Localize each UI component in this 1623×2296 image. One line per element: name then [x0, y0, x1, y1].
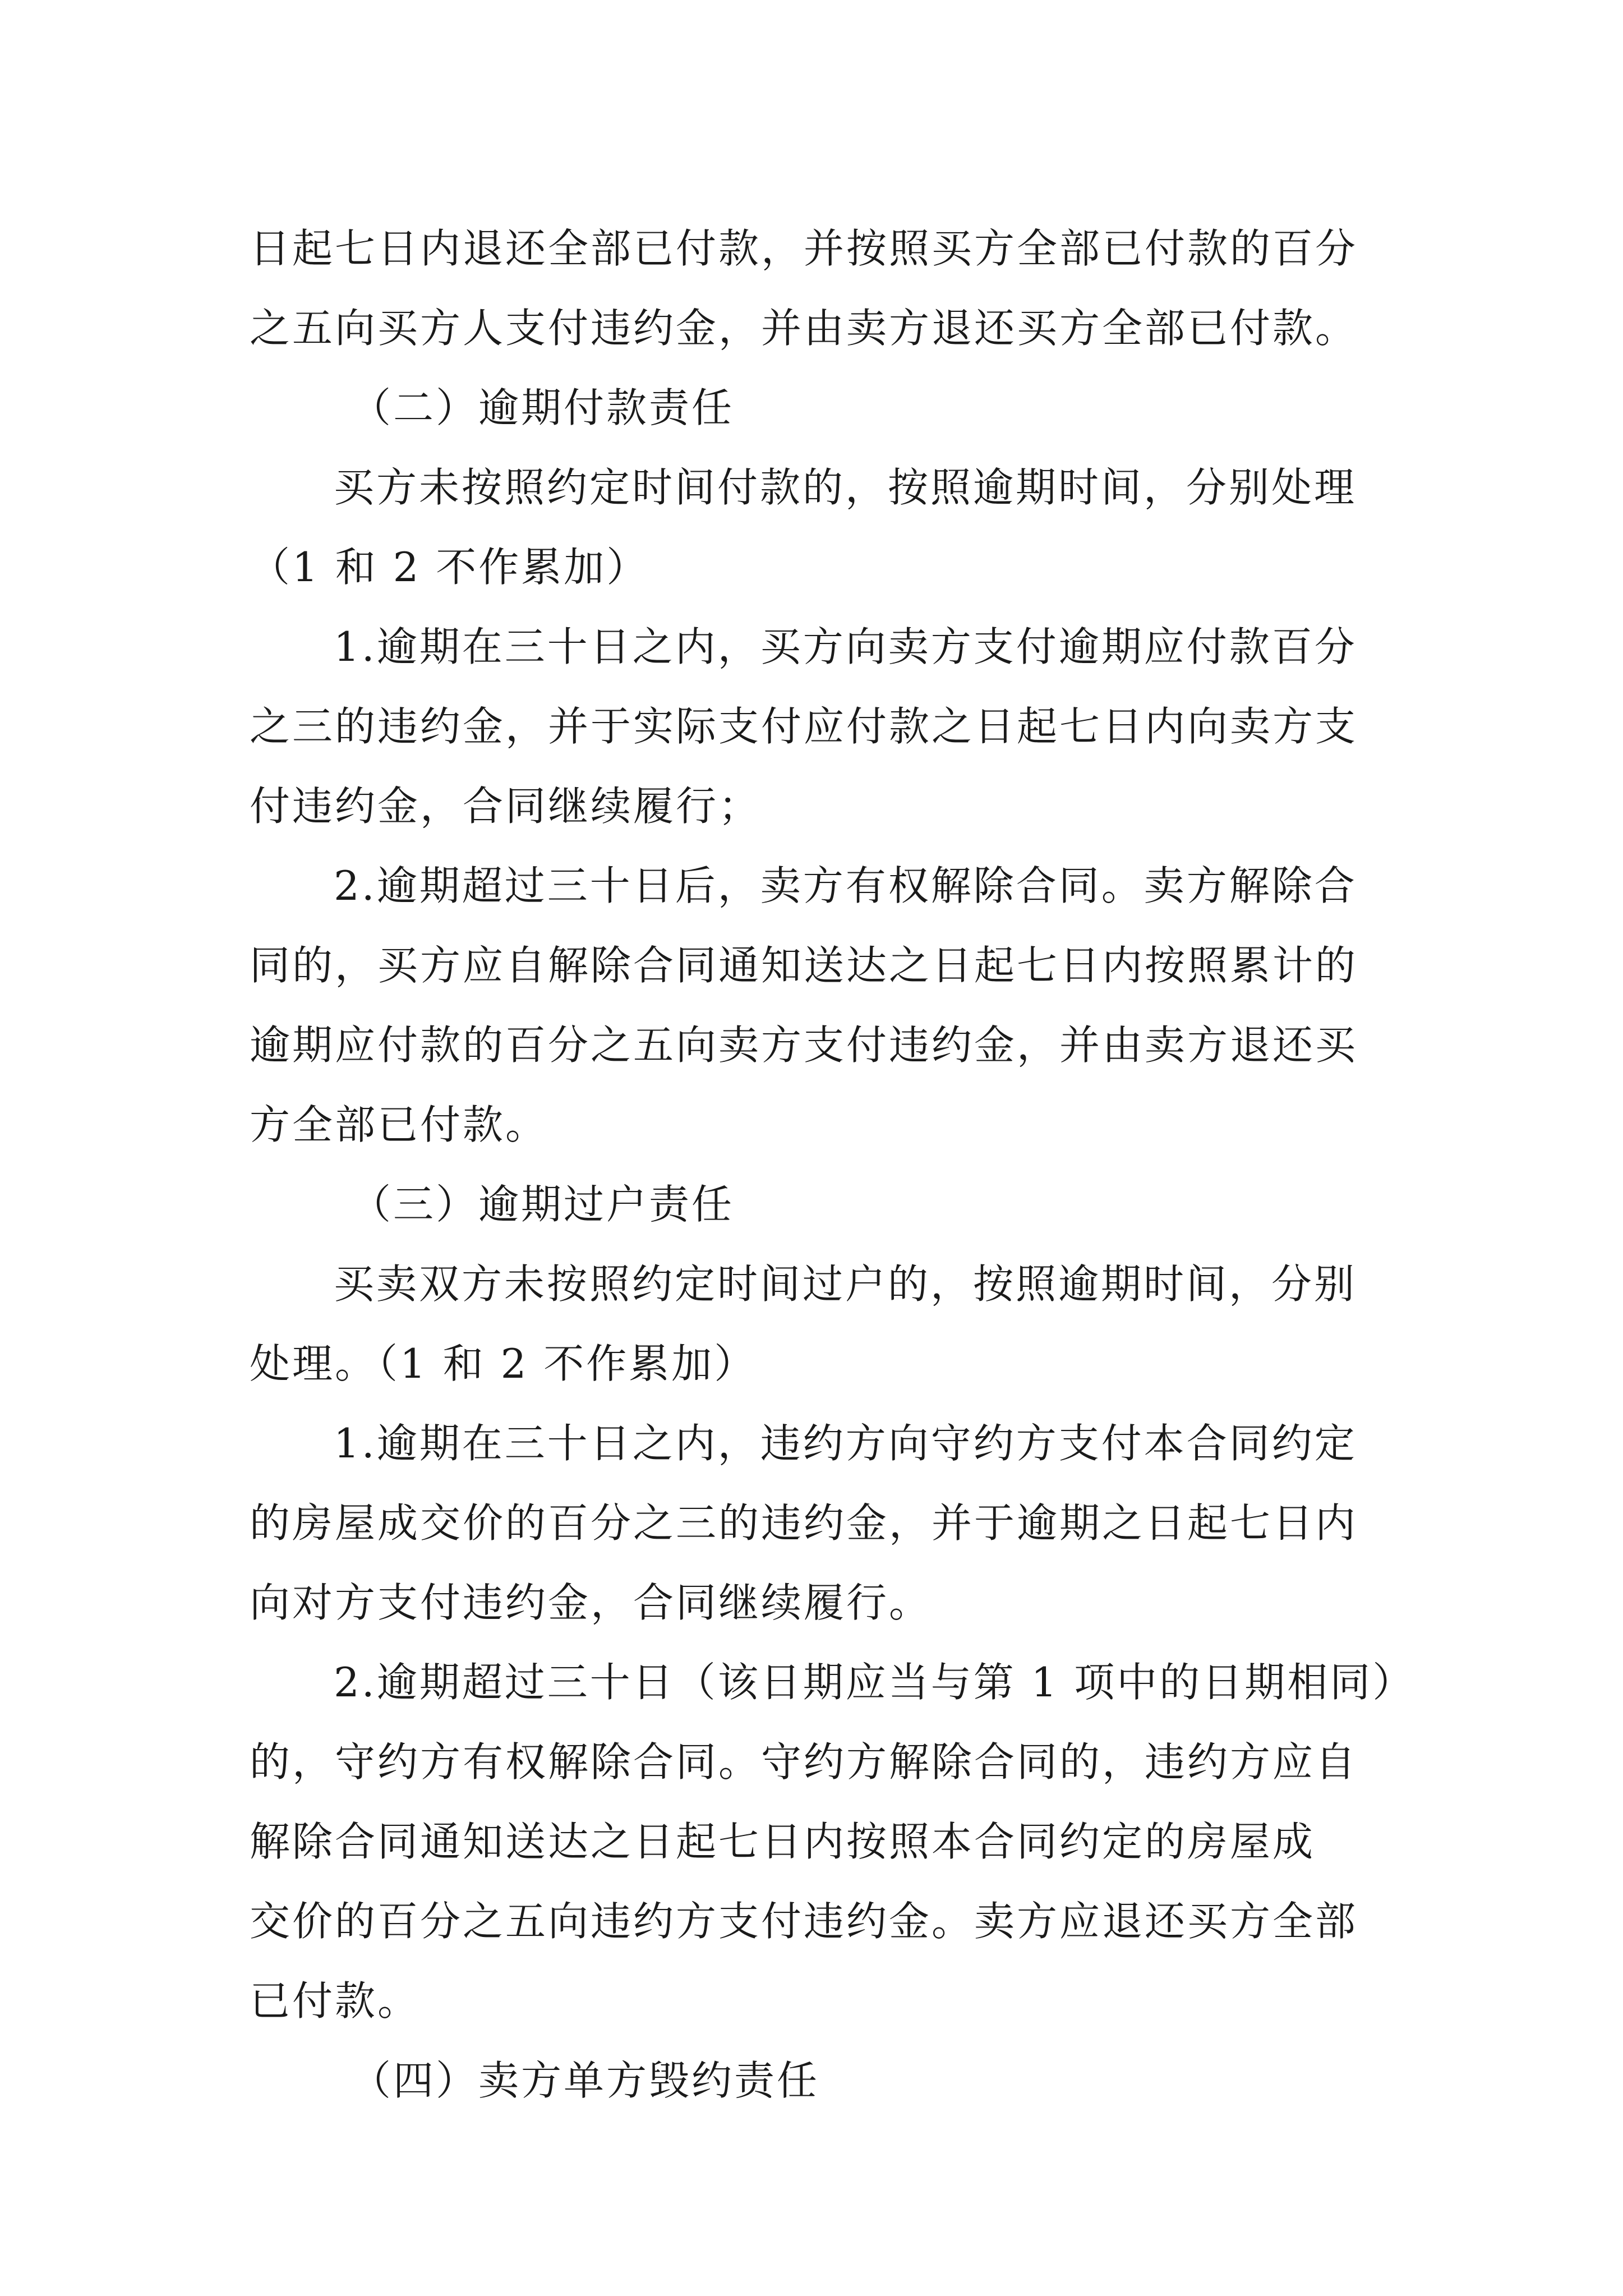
text-line: 之三的违约金，并于实际支付应付款之日起七日内向卖方支	[250, 703, 1358, 750]
text-line: 解除合同通知送达之日起七日内按照本合同约定的房屋成	[250, 1818, 1316, 1865]
text-line: 买卖双方未按照约定时间过户的，按照逾期时间，分别	[334, 1260, 1357, 1308]
text-line: 买方未按照约定时间付款的，按照逾期时间，分别处理	[334, 464, 1357, 511]
text-line: 逾期应付款的百分之五向卖方支付违约金，并由卖方退还买	[250, 1022, 1358, 1069]
text-line: 方全部已付款。	[250, 1101, 548, 1148]
text-line: 1.逾期在三十日之内，买方向卖方支付逾期应付款百分	[334, 623, 1357, 670]
text-line: （1 和 2 不作累加）	[250, 544, 649, 591]
text-line: 的，守约方有权解除合同。守约方解除合同的，违约方应自	[250, 1738, 1358, 1786]
text-line: 同的，买方应自解除合同通知送达之日起七日内按照累计的	[250, 942, 1358, 989]
text-line: 之五向买方人支付违约金，并由卖方退还买方全部已付款。	[250, 305, 1358, 352]
text-line: 处理。（1 和 2 不作累加）	[250, 1340, 757, 1387]
text-line: 向对方支付违约金，合同继续履行。	[250, 1579, 932, 1626]
section-heading: （三）逾期过户责任	[351, 1181, 735, 1228]
text-line: 日起七日内退还全部已付款，并按照买方全部已付款的百分	[250, 225, 1358, 272]
text-line: 2.逾期超过三十日（该日期应当与第 1 项中的日期相同）	[334, 1659, 1415, 1706]
section-heading: （二）逾期付款责任	[351, 384, 735, 431]
text-line: 的房屋成交价的百分之三的违约金，并于逾期之日起七日内	[250, 1499, 1358, 1547]
section-heading: （四）卖方单方毁约责任	[351, 2057, 820, 2104]
text-line: 2.逾期超过三十日后，卖方有权解除合同。卖方解除合	[334, 862, 1357, 909]
text-line: 付违约金，合同继续履行；	[250, 783, 762, 830]
document-body	[250, 209, 1415, 2120]
text-line: 交价的百分之五向违约方支付违约金。卖方应退还买方全部	[250, 1898, 1358, 1945]
text-line: 1.逾期在三十日之内，违约方向守约方支付本合同约定	[334, 1420, 1357, 1467]
text-line: 已付款。	[250, 1977, 421, 2024]
